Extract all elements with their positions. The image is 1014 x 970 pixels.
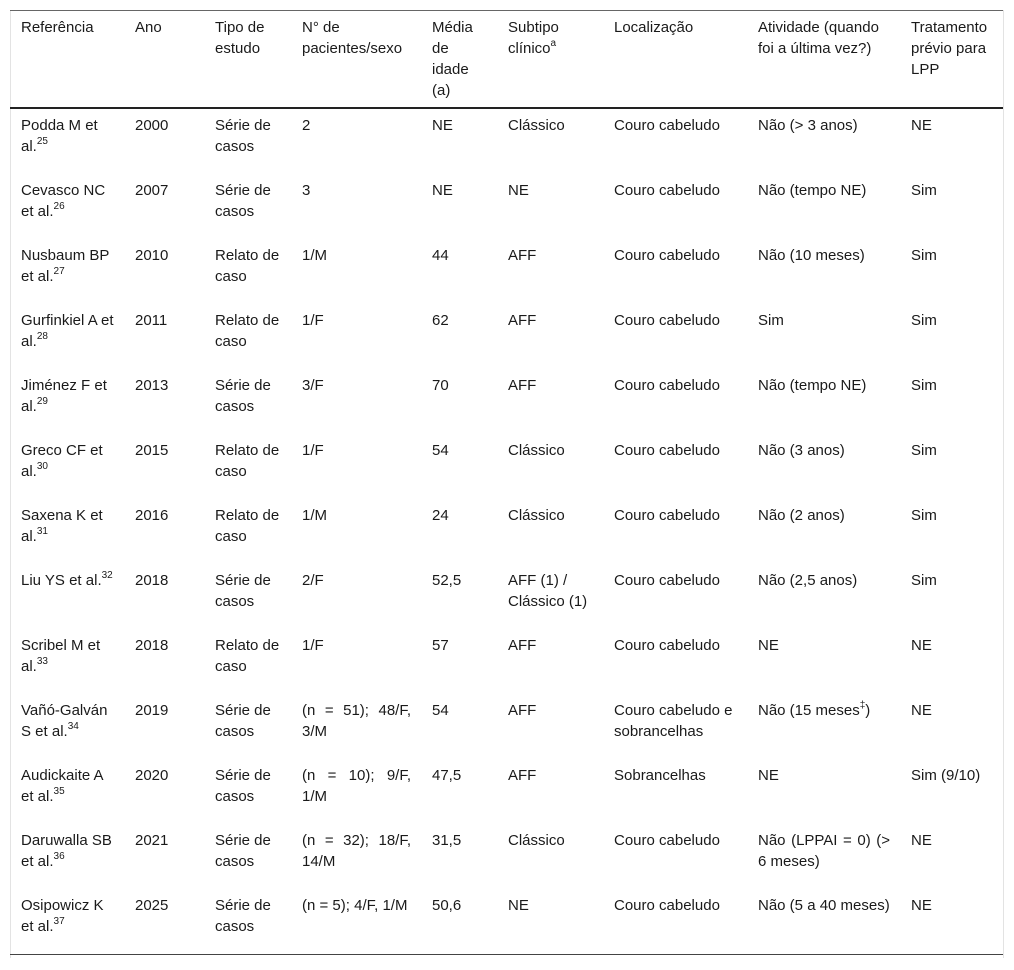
table-row <box>10 239 1003 304</box>
table-row <box>10 304 1003 369</box>
reference-citation-number: 27 <box>53 266 65 277</box>
cell-reference <box>10 629 124 694</box>
reference-citation-number: 37 <box>53 916 65 927</box>
cell-study-type: Relato de caso <box>215 637 280 675</box>
cell-mean-age: 47,5 <box>432 767 462 784</box>
cell-study-type: Série de casos <box>215 832 271 870</box>
table-row <box>10 174 1003 239</box>
cell-location: Couro cabeludo <box>614 897 720 914</box>
reference-text: Cevasco NC et al. <box>21 182 106 220</box>
cell-prior-treatment: NE <box>911 897 932 914</box>
cell-subtype: AFF (1) / Clássico (1) <box>508 572 588 610</box>
reference-text: Liu YS et al. <box>21 572 102 589</box>
table-row <box>10 434 1003 499</box>
cell-study-type: Série de casos <box>215 897 271 935</box>
cell-year: 2011 <box>135 312 168 329</box>
header-subtype <box>497 11 603 109</box>
cell-subtype: AFF <box>508 312 537 329</box>
header-subtype-footnote: a <box>550 38 557 49</box>
cell-mean-age: 44 <box>432 247 449 264</box>
cell-reference <box>10 239 124 304</box>
cell-subtype: AFF <box>508 767 537 784</box>
cell-mean-age: NE <box>432 182 453 199</box>
cell-location: Couro cabeludo <box>614 312 720 329</box>
reference-citation-number: 30 <box>36 461 48 472</box>
table-row <box>10 629 1003 694</box>
cell-activity: NE <box>758 767 779 784</box>
cell-mean-age: 50,6 <box>432 897 462 914</box>
header-study-type: Tipo de estudo <box>215 19 265 57</box>
cell-subtype: AFF <box>508 637 537 654</box>
cell-year: 2020 <box>135 767 169 784</box>
cell-reference <box>10 499 124 564</box>
cell-activity: NE <box>758 637 779 654</box>
cell-reference <box>10 694 124 759</box>
table-row <box>10 889 1003 955</box>
cell-patients: (n = 51); 48/F, 3/M <box>302 702 411 740</box>
cell-patients: 2 <box>302 117 311 134</box>
cell-reference <box>10 889 124 955</box>
cell-activity: Não (2,5 anos) <box>758 572 858 589</box>
cell-reference <box>10 369 124 434</box>
cell-activity: Não (10 meses) <box>758 247 865 264</box>
cell-year: 2013 <box>135 377 169 394</box>
cell-year: 2000 <box>135 117 169 134</box>
cell-reference <box>10 108 124 174</box>
cell-patients: (n = 10); 9/F, 1/M <box>302 767 411 805</box>
reference-text: Vañó-Galván S et al. <box>21 702 108 740</box>
cell-prior-treatment: Sim <box>911 377 937 394</box>
cell-prior-treatment: NE <box>911 702 932 719</box>
cell-mean-age: NE <box>432 117 453 134</box>
cell-location: Couro cabeludo <box>614 507 720 524</box>
cell-reference <box>10 174 124 239</box>
cell-location: Couro cabeludo <box>614 442 720 459</box>
cell-subtype: Clássico <box>508 442 565 459</box>
cell-study-type: Relato de caso <box>215 247 280 285</box>
reference-citation-number: 36 <box>53 851 65 862</box>
cell-location: Couro cabeludo <box>614 182 720 199</box>
cell-location: Couro cabeludo <box>614 832 720 849</box>
reference-citation-number: 25 <box>36 136 48 147</box>
cell-location: Couro cabeludo <box>614 247 720 264</box>
cell-subtype: NE <box>508 182 529 199</box>
cell-patients: 2/F <box>302 572 324 589</box>
table-header <box>10 11 1003 109</box>
cell-study-type: Série de casos <box>215 117 271 155</box>
cell-patients: 3/F <box>302 377 324 394</box>
reference-text: Podda M et al. <box>21 117 98 155</box>
header-prior-treatment: Tratamento prévio para LPP <box>911 19 988 78</box>
cell-prior-treatment: Sim <box>911 507 937 524</box>
cell-mean-age: 54 <box>432 442 449 459</box>
cell-patients: (n = 5); 4/F, 1/M <box>302 897 408 914</box>
cell-location: Sobrancelhas <box>614 767 706 784</box>
reference-text: Osipowicz K et al. <box>21 897 104 935</box>
cell-patients: 1/F <box>302 312 324 329</box>
cell-study-type: Série de casos <box>215 377 271 415</box>
cell-subtype: AFF <box>508 247 537 264</box>
cell-patients: 1/M <box>302 247 328 264</box>
reference-citation-number: 26 <box>53 201 65 212</box>
cell-reference <box>10 564 124 629</box>
activity-text-end: ) <box>865 702 871 719</box>
cell-year: 2010 <box>135 247 169 264</box>
table-row <box>10 824 1003 889</box>
table-body <box>10 108 1003 955</box>
activity-text: Não (15 meses <box>758 702 860 719</box>
cell-location: Couro cabeludo <box>614 117 720 134</box>
cell-study-type: Série de casos <box>215 572 271 610</box>
header-row <box>10 11 1003 109</box>
cell-activity: Não (> 3 anos) <box>758 117 858 134</box>
cell-subtype: Clássico <box>508 832 565 849</box>
cell-prior-treatment: Sim <box>911 572 937 589</box>
table-row <box>10 759 1003 824</box>
reference-text: Audickaite A et al. <box>21 767 103 805</box>
reference-citation-number: 32 <box>101 570 113 581</box>
cell-mean-age: 54 <box>432 702 449 719</box>
cell-activity: Não (tempo NE) <box>758 377 867 394</box>
header-reference: Referência <box>21 19 94 36</box>
cell-subtype: Clássico <box>508 117 565 134</box>
table-row <box>10 108 1003 174</box>
cell-year: 2015 <box>135 442 169 459</box>
cell-reference <box>10 824 124 889</box>
cell-mean-age: 57 <box>432 637 449 654</box>
cell-patients: 1/M <box>302 507 328 524</box>
cell-activity: Não (tempo NE) <box>758 182 867 199</box>
cell-subtype: NE <box>508 897 529 914</box>
cell-study-type: Relato de caso <box>215 312 280 350</box>
cell-year: 2018 <box>135 572 169 589</box>
cell-activity: Não (5 a 40 meses) <box>758 897 890 914</box>
cell-subtype: AFF <box>508 377 537 394</box>
cell-mean-age: 70 <box>432 377 449 394</box>
reference-citation-number: 28 <box>36 331 48 342</box>
cell-study-type: Série de casos <box>215 182 271 220</box>
reference-citation-number: 35 <box>53 786 65 797</box>
header-subtype-label: Subtipo clínico <box>508 19 559 57</box>
table-row <box>10 499 1003 564</box>
reference-text: Nusbaum BP et al. <box>21 247 110 285</box>
cell-activity <box>747 694 900 759</box>
cell-year: 2018 <box>135 637 169 654</box>
cell-reference <box>10 759 124 824</box>
cell-mean-age: 31,5 <box>432 832 462 849</box>
cell-location: Couro cabeludo <box>614 637 720 654</box>
studies-table <box>10 10 1003 955</box>
cell-activity: Não (LPPAI = 0) (> 6 meses) <box>758 832 890 870</box>
cell-year: 2019 <box>135 702 169 719</box>
cell-year: 2021 <box>135 832 169 849</box>
cell-prior-treatment: Sim (9/10) <box>911 767 981 784</box>
cell-prior-treatment: NE <box>911 117 932 134</box>
reference-citation-number: 31 <box>36 526 48 537</box>
cell-reference <box>10 304 124 369</box>
cell-subtype: AFF <box>508 702 537 719</box>
reference-citation-number: 33 <box>36 656 48 667</box>
header-patients: N° de pacientes/sexo <box>302 19 403 57</box>
table-row <box>10 564 1003 629</box>
header-mean-age: Média de idade (a) <box>432 19 473 99</box>
reference-text: Jiménez F et al. <box>21 377 107 415</box>
reference-text: Gurfinkiel A et al. <box>21 312 114 350</box>
cell-mean-age: 52,5 <box>432 572 462 589</box>
cell-year: 2007 <box>135 182 169 199</box>
cell-prior-treatment: NE <box>911 832 932 849</box>
cell-year: 2025 <box>135 897 169 914</box>
cell-activity: Não (3 anos) <box>758 442 845 459</box>
cell-mean-age: 62 <box>432 312 449 329</box>
table-row <box>10 369 1003 434</box>
cell-location: Couro cabeludo <box>614 572 720 589</box>
reference-text: Greco CF et al. <box>21 442 103 480</box>
cell-patients: (n = 32); 18/F, 14/M <box>302 832 411 870</box>
cell-prior-treatment: Sim <box>911 442 937 459</box>
cell-study-type: Série de casos <box>215 702 271 740</box>
header-location: Localização <box>614 19 694 36</box>
reference-citation-number: 34 <box>67 721 79 732</box>
cell-patients: 1/F <box>302 637 324 654</box>
cell-prior-treatment: Sim <box>911 247 937 264</box>
cell-location: Couro cabeludo <box>614 377 720 394</box>
cell-study-type: Série de casos <box>215 767 271 805</box>
activity-footnote: ‡ <box>859 700 866 711</box>
header-year: Ano <box>135 19 162 36</box>
cell-patients: 3 <box>302 182 311 199</box>
table-row <box>10 694 1003 759</box>
cell-reference <box>10 434 124 499</box>
cell-prior-treatment: NE <box>911 637 932 654</box>
cell-activity: Sim <box>758 312 784 329</box>
cell-mean-age: 24 <box>432 507 449 524</box>
reference-citation-number: 29 <box>36 396 48 407</box>
reference-text: Saxena K et al. <box>21 507 103 545</box>
reference-text: Daruwalla SB et al. <box>21 832 112 870</box>
cell-subtype: Clássico <box>508 507 565 524</box>
cell-activity: Não (2 anos) <box>758 507 845 524</box>
cell-location: Couro cabeludo e sobrancelhas <box>614 702 733 740</box>
reference-text: Scribel M et al. <box>21 637 101 675</box>
cell-study-type: Relato de caso <box>215 507 280 545</box>
cell-prior-treatment: Sim <box>911 182 937 199</box>
cell-study-type: Relato de caso <box>215 442 280 480</box>
header-activity: Atividade (quando foi a última vez?) <box>758 19 879 57</box>
cell-prior-treatment: Sim <box>911 312 937 329</box>
cell-patients: 1/F <box>302 442 324 459</box>
cell-year: 2016 <box>135 507 169 524</box>
